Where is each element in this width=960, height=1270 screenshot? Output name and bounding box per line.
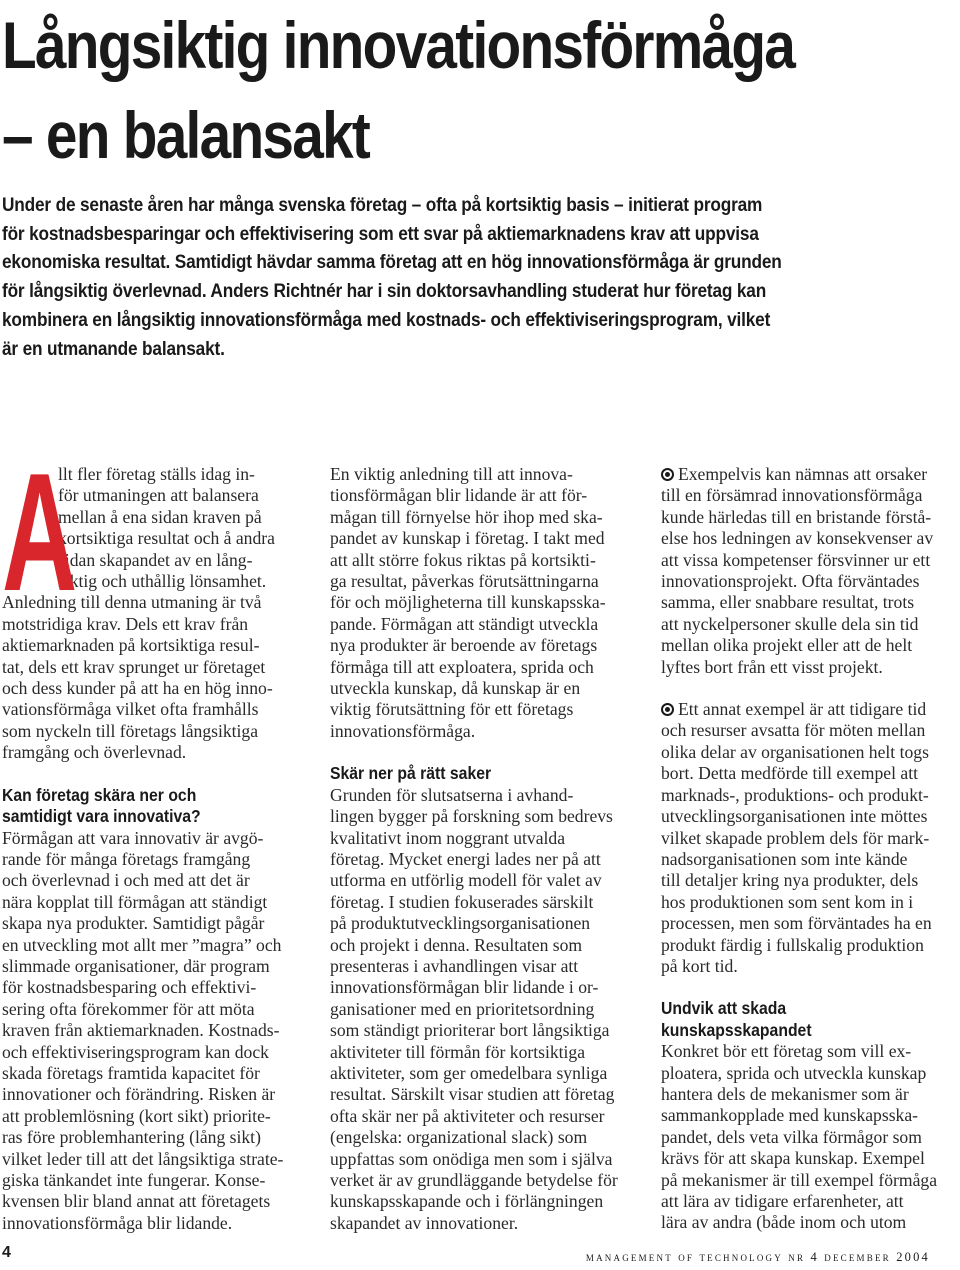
text-line: ras före problemhantering (lång sikt) — [2, 1127, 261, 1148]
subheading — [330, 763, 605, 784]
text-line: att vissa kompetenser försvinner ur ett — [661, 549, 931, 570]
subheading-line: kunskapsskapandet — [661, 1019, 812, 1040]
lead-paragraph — [2, 191, 803, 363]
text-line: nära kopplat till förmågan att ständigt — [2, 891, 268, 912]
text-line: och överlevnad i och med att det är — [2, 870, 250, 891]
text-line: else hos ledningen av konsekvenser av — [661, 528, 934, 549]
lead-line: är en utmanande balansakt. — [2, 337, 225, 360]
headline-line-1: Långsiktig innovationsförmåga — [2, 8, 795, 82]
text-line: på mekanismer är till exempel förmåga — [661, 1169, 938, 1190]
text-line: innovationsförmågan blir lidande i or- — [330, 977, 599, 998]
text-line: produkt färdig i fullskalig produktion — [661, 934, 924, 955]
text-line: innovationer och förändring. Risken är — [2, 1084, 276, 1105]
text-line: viktig förutsättning för ett företags — [330, 699, 574, 720]
text-line: mågan till förnyelse hör ihop med ska- — [330, 506, 603, 527]
text-line: ga resultat, påverkas förutsättningarna — [330, 571, 599, 592]
column-2 — [330, 464, 635, 1234]
text-line: sammankopplade med kunskapsska- — [661, 1105, 919, 1126]
text-line: aktiemarknaden på kortsiktiga resul- — [2, 635, 260, 656]
text-line: nadsorganisationen som inte kände — [661, 848, 908, 869]
subheading-line: samtidigt vara innovativa? — [2, 806, 201, 827]
text-line: mellan å ena sidan kraven på — [58, 506, 262, 527]
text-line: Konkret bör ett företag som vill ex- — [661, 1041, 912, 1062]
text-line: och resurser avsatta för möten mellan — [661, 720, 926, 741]
text-line: motstridiga krav. Dels ett krav från — [2, 613, 249, 634]
text-line: aktiviteter till förmån för kortsiktiga — [330, 1041, 586, 1062]
text-line: kvalitativt inom noggrant utvalda — [330, 827, 566, 848]
text-line: lära av andra (både inom och utom — [661, 1212, 907, 1233]
text-line: att nyckelpersoner skulle dela sin tid — [661, 613, 919, 634]
text-line: olika delar av organisationen helt togs — [661, 741, 929, 762]
text-line: giska tänkandet inte fungerar. Konse- — [2, 1170, 266, 1190]
publication-footer: management of technology nr 4 december 2004 — [585, 1250, 930, 1264]
text-line: skapandet av innovationer. — [330, 1212, 519, 1233]
text-line: kunde härledas till en bristande förstå- — [661, 506, 932, 527]
text-line: verket är av grundläggande betydelse för — [330, 1170, 618, 1190]
text-line: ganisationer med en prioritetsordning — [330, 998, 595, 1019]
text-line: skapa nya produkter. Samtidigt pågår — [2, 913, 265, 934]
text-line: rande för många företags framgång — [2, 848, 251, 869]
text-line: bort. Detta medförde till exempel att — [661, 763, 918, 784]
page-number: 4 — [2, 1244, 11, 1261]
text-line: innovationsförmåga. — [330, 720, 476, 741]
column-3 — [661, 464, 960, 1234]
text-line: och effektiviseringsprogram kan dock — [2, 1041, 269, 1062]
subheading-line: Undvik att skada — [661, 998, 787, 1019]
text-line: och projekt i denna. Resultaten som — [330, 934, 583, 955]
text-line: llt fler företag ställs idag in- — [58, 464, 255, 484]
text-line: för och möjligheterna till kunskapsska- — [330, 592, 606, 613]
text-line: pandet av kunskap i företag. I takt med — [330, 528, 605, 549]
text-line: siktig och uthållig lönsamhet. — [58, 571, 267, 592]
subheading — [661, 998, 931, 1041]
text-line: krävs för att skapa kunskap. Exempel — [661, 1148, 925, 1169]
text-line: framgång och överlevnad. — [2, 742, 187, 763]
text-line: sidan skapandet av en lång- — [58, 549, 253, 570]
text-line: som nyckeln till företags långsiktiga — [2, 720, 259, 741]
text-line: lyftes bort från ett visst projekt. — [661, 656, 883, 677]
text-line: processen, men som förväntades ha en — [661, 913, 932, 934]
text-line: nya produkter är beroende av företags — [330, 635, 598, 656]
text-line: slimmade organisationer, där program — [2, 955, 270, 976]
text-line: förmåga till att exploatera, sprida och — [330, 656, 594, 677]
text-line: utveckla kunskap, då kunskap är en — [330, 678, 581, 699]
text-line: ofta skär ner på aktiviteter och resurser — [330, 1105, 605, 1126]
lead-line: ekonomiska resultat. Samtidigt hävdar samma företag att en hög innovationsförmåga är grunden — [2, 251, 782, 274]
text-line: företag. Mycket energi lades ner på att — [330, 848, 601, 869]
text-line: att lära av tidigare erfarenheter, att — [661, 1191, 904, 1211]
text-line: samma, eller snabbare resultat, trots — [661, 592, 915, 613]
lead-line: kombinera en långsiktig innovationsförmåga med kostnads- och effektiviseringsprogram, vilket — [2, 308, 771, 331]
text-line-content: Exempelvis kan nämnas att orsaker — [678, 464, 928, 484]
text-line: Förmågan att vara innovativ är avgö- — [2, 827, 264, 848]
text-line: vilket leder till att det långsiktiga strate- — [2, 1148, 284, 1169]
example-paragraph-2 — [661, 699, 960, 977]
text-line: företag. I studien fokuserades särskilt — [330, 891, 594, 912]
intro-paragraph — [330, 464, 635, 742]
text-line: aktiviteter, som ger omedelbara synliga — [330, 1062, 608, 1083]
text-line: lingen bygger på forskning som bedrevs — [330, 806, 613, 827]
text-line: innovationsförmåga blir lidande. — [2, 1212, 233, 1233]
text-line: och dess kunder på att ha en hög inno- — [2, 678, 273, 699]
text-line: som ständigt prioriterar bort långsiktiga — [330, 1020, 610, 1041]
example-paragraph-1 — [661, 464, 960, 678]
text-line: Anledning till denna utmaning är två — [2, 592, 262, 613]
headline — [2, 0, 819, 180]
body-paragraph — [661, 1041, 960, 1234]
text-line: för kostnadsbesparing och effektivi- — [2, 977, 257, 998]
text-line: till detaljer kring nya produkter, dels — [661, 870, 919, 891]
text-line: pande. Förmågan att ständigt utveckla — [330, 613, 599, 634]
text-line: utforma en utförlig modell för valet av — [330, 870, 602, 891]
column-1 — [2, 438, 302, 1234]
text-line: (engelska: organizational slack) som — [330, 1127, 588, 1148]
text-line: att problemlösning (kort sikt) priorite- — [2, 1105, 271, 1126]
text-line: En viktig anledning till att innova- — [330, 464, 573, 484]
bullet-circle-icon — [661, 703, 674, 716]
text-line: kvensen blir bland annat att företagets — [2, 1191, 271, 1212]
text-line: kunskapsskapande och i förlängningen — [330, 1191, 604, 1212]
subheading — [2, 785, 272, 828]
text-line-content: Ett annat exempel är att tidigare tid — [678, 699, 927, 720]
text-line: skada företags framtida kapacitet för — [2, 1062, 260, 1083]
text-line: uppfattas som onödiga men som i själva — [330, 1148, 613, 1169]
body-paragraph — [330, 785, 635, 1235]
text-line: pandet, dels veta vilka förmågor som — [661, 1126, 922, 1147]
text-line — [661, 464, 960, 485]
text-line: hos produktionen som sent kom in i — [661, 891, 914, 912]
text-line: kraven från aktiemarknaden. Kostnads- — [2, 1020, 280, 1041]
text-line: Grunden för slutsatserna i avhand- — [330, 784, 574, 805]
lead-line: för långsiktig överlevnad. Anders Richtnér har i sin doktorsavhandling studerat hur företag kan — [2, 280, 767, 303]
text-line: ploatera, sprida och utveckla kunskap — [661, 1062, 927, 1083]
text-line: hantera dels de mekanismer som är — [661, 1083, 909, 1104]
bullet-circle-icon — [661, 468, 674, 481]
text-line: marknads-, produktions- och produkt- — [661, 784, 929, 805]
headline-line-2: – en balansakt — [2, 98, 370, 172]
text-line: en utveckling mot allt mer ”magra” och — [2, 934, 282, 955]
lead-line: Under de senaste åren har många svenska företag – ofta på kortsiktig basis – initierat program — [2, 194, 763, 216]
text-line: för utmaningen att balansera — [58, 485, 259, 506]
text-line: kortsiktiga resultat och å andra — [58, 528, 275, 549]
text-line: vilket skapade problem dels för mark- — [661, 827, 930, 848]
text-line: innovationsprojekt. Ofta förväntades — [661, 571, 920, 592]
subheading-line: Skär ner på rätt saker — [330, 763, 492, 784]
text-line: tionsförmågan blir lidande är att för- — [330, 485, 588, 506]
text-line: resultat. Särskilt visar studien att företag — [330, 1084, 615, 1105]
text-line: sering ofta förekommer för att möta — [2, 998, 255, 1019]
text-line — [661, 699, 960, 720]
drop-cap: A — [2, 438, 78, 626]
body-paragraph — [2, 828, 302, 1235]
text-line: till en försämrad innovationsförmåga — [661, 485, 923, 506]
lead-line: för kostnadsbesparingar och effektivisering som ett svar på aktiemarknadens krav att uppvisa — [2, 222, 759, 245]
text-line: presenteras i avhandlingen visar att — [330, 955, 579, 976]
text-line: vationsförmåga vilket ofta framhålls — [2, 699, 259, 720]
text-line: att allt större fokus riktas på kortsikti- — [330, 549, 596, 570]
text-line: mellan olika projekt eller att de helt — [661, 635, 913, 656]
subheading-line: Kan företag skära ner och — [2, 784, 197, 805]
text-line: utvecklingsorganisationen inte möttes — [661, 806, 928, 827]
text-line: på kort tid. — [661, 955, 738, 976]
text-line: på produktutvecklingsorganisationen — [330, 913, 591, 934]
text-line: tat, dels ett krav sprunget ur företaget — [2, 656, 266, 677]
